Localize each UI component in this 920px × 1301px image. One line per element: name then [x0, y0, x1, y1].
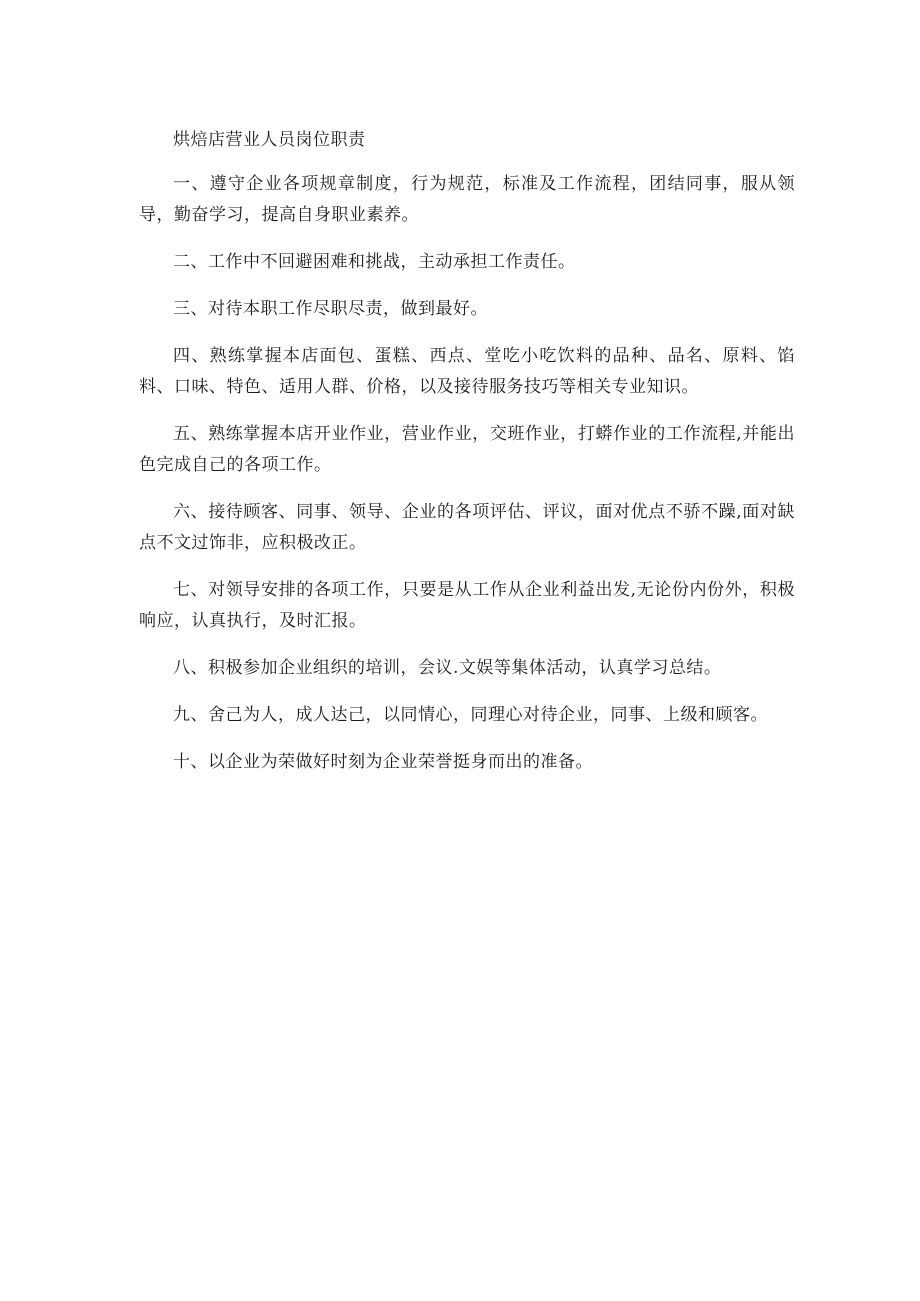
duty-item-5: 五、熟练掌握本店开业作业，营业作业，交班作业，打蟒作业的工作流程,并能出色完成自己的各项工作。: [139, 424, 795, 475]
duty-item-6: 六、接待顾客、同事、领导、企业的各项评估、评议，面对优点不骄不躁,面对缺点不文过饰非，应积极改正。: [139, 502, 795, 553]
duty-item-10: 十、以企业为荣做好时刻为企业荣誉挺身而出的准备。: [173, 752, 593, 772]
duty-item-1: 一、遵守企业各项规章制度，行为规范，标准及工作流程，团结同事，服从领导，勤奋学习，提高自身职业素养。: [139, 174, 795, 225]
duty-item-8: 八、积极参加企业组织的培训，会议.文娱等集体活动，认真学习总结。: [173, 658, 722, 678]
duty-item-7: 七、对领导安排的各项工作，只要是从工作从企业利益出发,无论份内份外，积极响应，认真执行，及时汇报。: [139, 580, 795, 631]
duty-item-4: 四、熟练掌握本店面包、蛋糕、西点、堂吃小吃饮料的品种、品名、原料、馅料、口味、特色、适用人群、价格，以及接待服务技巧等相关专业知识。: [139, 346, 795, 397]
duty-item-9: 九、舍己为人，成人达己，以同情心，同理心对待企业，同事、上级和顾客。: [173, 705, 768, 725]
duty-item-3: 三、对待本职工作尽职尽责，做到最好。: [173, 299, 488, 319]
document-body: [139, 126, 795, 794]
duty-item-2: 二、工作中不回避困难和挑战，主动承担工作责任。: [173, 252, 576, 272]
document-title: 烘焙店营业人员岗位职责: [173, 130, 366, 150]
